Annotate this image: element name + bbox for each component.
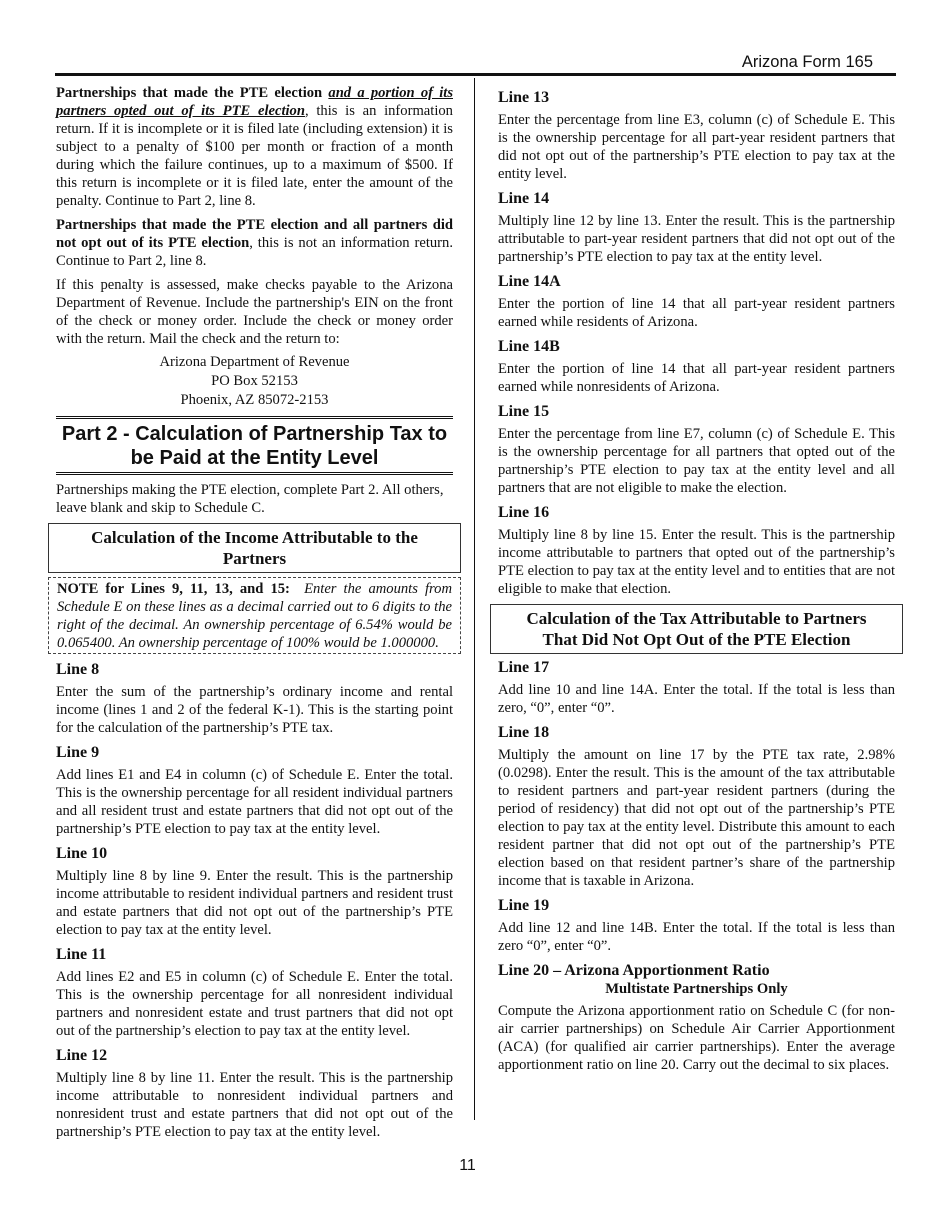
page-number: 11 [459, 1157, 476, 1174]
line-item: Line 15 Enter the percentage from line E7, column (c) of Schedule E. This is the ownership percentage for all partners that opted out of the partnership’s PTE election to pay tax at the entity level and all partners that are not eligible to make the election. [498, 403, 895, 496]
income-section-heading: Calculation of the Income Attributable to the Partners [48, 523, 461, 573]
penalty-paragraph: If this penalty is assessed, make checks payable to the Arizona Department of Revenue. Include the partnership's EIN on the front of the check or money order. Include the check or money order with the return. Mail the check and the return to: [56, 277, 453, 347]
line-item: Line 19 Add line 12 and line 14B. Enter the total. If the total is less than zero “0”, enter “0”. [498, 897, 895, 954]
line-item: Line 11 Add lines E2 and E5 in column (c) of Schedule E. Enter the total. This is the ownership percentage for all nonresident individual partners and nonresident estate and trust partners that did not opt out of the partnership’s election to pay tax at the entity level. [56, 946, 453, 1039]
line-item: Line 14 Multiply line 12 by line 13. Enter the result. This is the partnership attributable to part-year resident partners that did not opt out of the partnership’s PTE election to pay tax at the entity level. [498, 190, 895, 265]
header-rule [55, 73, 896, 76]
line-item: Line 18 Multiply the amount on line 17 by the PTE tax rate, 2.98% (0.0298). Enter the result. This is the amount of the tax attributable to resident partners and part-year resident partners (during the period of residency) that did not opt out of the partnership’s PTE election to pay tax at the entity level. Distribute this amount to each resident partner that did not opt out of the partnership’s PTE election based on that resident partner’s share of the partnership income that is taxable in Arizona. [498, 724, 895, 889]
line20-subheading: Multistate Partnerships Only [605, 981, 788, 997]
info-return-paragraph: Partnerships that made the PTE election and a portion of its partners opted out of its PTE election, this is an information return. If it is incomplete or it is filed late (including extension) it is subject to a penalty of $100 per month or fraction of a month during which the failure continues, up to a maximum of $500. If this return is incomplete or it is filed late, enter the amount of the penalty. Continue to Part 2, line 8. [56, 85, 453, 209]
line-item: Line 12 Multiply line 8 by line 11. Enter the result. This is the partnership income attributable to nonresident individual partners and nonresident trust and estate partners that did not opt out of the partnership’s PTE election to pay tax at the entity level. [56, 1047, 453, 1140]
line-item: Line 13 Enter the percentage from line E3, column (c) of Schedule E. This is the ownership percentage for all part-year resident partners that did not opt out of the partnership’s PTE election to pay tax at the entity level. [498, 89, 895, 182]
decimal-note: NOTE for Lines 9, 11, 13, and 15: Enter the amounts from Schedule E on these lines as a decimal carried out to 6 digits to the right of the decimal. An ownership percentage of 6.54% would be 0.065400. An ownership percentage of 100% would be 1.000000. [48, 577, 461, 654]
mailing-address: Arizona Department of Revenue PO Box 52153 Phoenix, AZ 85072-2153 [159, 354, 350, 408]
part2-title: Part 2 - Calculation of Partnership Tax to be Paid at the Entity Level [56, 416, 453, 475]
tax-section-heading: Calculation of the Tax Attributable to Partners That Did Not Opt Out of the PTE Election [490, 604, 903, 654]
left-line-list [56, 660, 453, 1141]
not-info-return-paragraph: Partnerships that made the PTE election and all partners did not opt out of its PTE election, this is not an information return. Continue to Part 2, line 8. [56, 217, 453, 269]
right-column [498, 86, 895, 1080]
form-title: Arizona Form 165 [741, 53, 873, 71]
line20-text: Compute the Arizona apportionment ratio on Schedule C (for non-air carrier partnerships) on Schedule Air Carrier Apportionment (ACA) (for qualified air carrier partnerships). Enter the average apportionment ratio on line 20. Carry out the decimal to six places. [498, 1003, 895, 1073]
part2-intro: Partnerships making the PTE election, complete Part 2. All others, leave blank and skip to Schedule C. [56, 482, 444, 516]
line-item: Line 17 Add line 10 and line 14A. Enter the total. If the total is less than zero, “0”, enter “0”. [498, 659, 895, 716]
column-divider [474, 78, 475, 1120]
left-column [56, 84, 453, 1147]
line-item: Line 14A Enter the portion of line 14 that all part-year resident partners earned while residents of Arizona. [498, 273, 895, 330]
line20-heading: Line 20 – Arizona Apportionment Ratio [498, 962, 770, 979]
line-item: Line 14B Enter the portion of line 14 that all part-year resident partners earned while nonresidents of Arizona. [498, 338, 895, 395]
line-item: Line 9 Add lines E1 and E4 in column (c) of Schedule E. Enter the total. This is the ownership percentage for all resident individual partners and all resident trust and estate partners that did not opt out of the partnership’s PTE election to pay tax at the entity level. [56, 744, 453, 837]
line-item: Line 16 Multiply line 8 by line 15. Enter the result. This is the partnership income attributable to partners that opted out of the partnership’s PTE election to pay tax at the entity level and to entities that are not eligible to make that election. [498, 504, 895, 597]
line-item: Line 10 Multiply line 8 by line 9. Enter the result. This is the partnership income attributable to resident individual partners and resident trust and estate partners that did not opt out of the partnership’s PTE election to pay tax at the entity level. [56, 845, 453, 938]
line-item: Line 8 Enter the sum of the partnership’s ordinary income and rental income (lines 1 and 2 of the federal K-1). This is the starting point for the calculation of the partnership’s PTE tax. [56, 661, 453, 736]
